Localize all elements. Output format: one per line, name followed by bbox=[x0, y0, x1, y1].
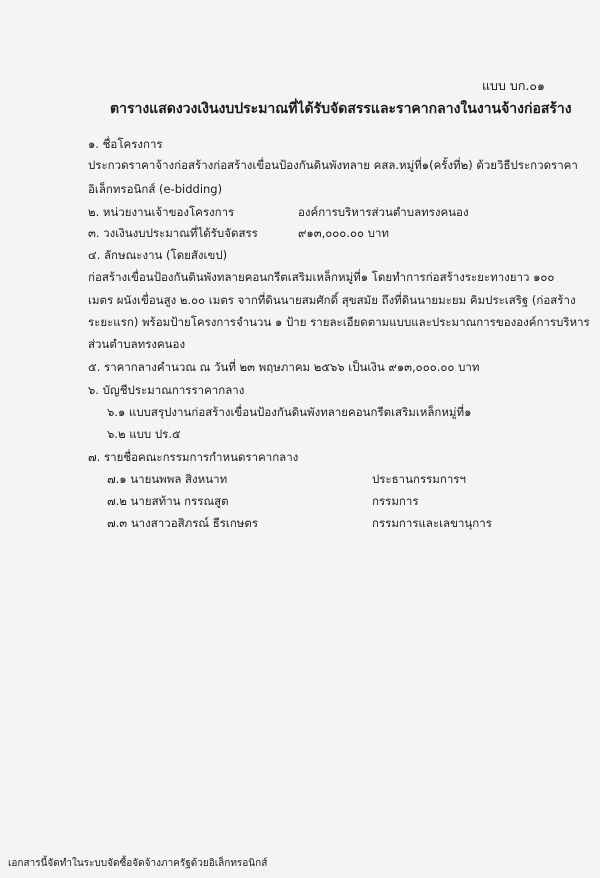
section6-item1: ๖.๑ แบบสรุปงานก่อสร้างเขื่อนป้องกันดินพังทลายคอนกรีตเสริมเหล็กหมู่ที่๑ bbox=[107, 405, 472, 419]
section7-heading: ๗. รายชื่อคณะกรรมการกำหนดราคากลาง bbox=[88, 450, 299, 464]
section3-value: ๙๑๓,๐๐๐.๐๐ บาท bbox=[298, 226, 389, 240]
section1-heading: ๑. ชื่อโครงการ bbox=[88, 137, 163, 151]
committee-member-role: กรรมการ bbox=[372, 494, 419, 508]
section4-line2: เมตร ผนังเขื่อนสูง ๒.๐๐ เมตร จากที่ดินนายสมศักดิ์ สุขสมัย ถึงที่ดินนายมะยม คิมประเสริฐ (ก่อสร้าง bbox=[88, 293, 576, 307]
section6-heading: ๖. บัญชีประมาณการราคากลาง bbox=[88, 383, 245, 397]
section3-label: ๓. วงเงินงบประมาณที่ได้รับจัดสรร bbox=[88, 226, 258, 240]
section1-line2: อิเล็กทรอนิกส์ (e-bidding) bbox=[88, 182, 223, 196]
section4-line1: ก่อสร้างเขื่อนป้องกันดินพังทลายคอนกรีตเสริมเหล็กหมู่ที่๑ โดยทำการก่อสร้างระยะทางยาว ๑๐๐ bbox=[88, 270, 555, 284]
committee-member-name: ๗.๑ นายนพพล สิงหนาท bbox=[107, 472, 228, 486]
committee-member-role: ประธานกรรมการฯ bbox=[372, 472, 466, 486]
section4-heading: ๔. ลักษณะงาน (โดยสังเขป) bbox=[88, 248, 228, 262]
committee-member-name: ๗.๓ นางสาวอสิภรณ์ ธีรเกษตร bbox=[107, 516, 259, 530]
form-code: แบบ บก.๐๑ bbox=[482, 78, 545, 93]
page-title: ตารางแสดงวงเงินงบประมาณที่ได้รับจัดสรรและราคากลางในงานจ้างก่อสร้าง bbox=[110, 101, 572, 117]
section2-label: ๒. หน่วยงานเจ้าของโครงการ bbox=[88, 205, 235, 219]
committee-member-role: กรรมการและเลขานุการ bbox=[372, 516, 492, 530]
section4-line4: ส่วนตำบลทรงคนอง bbox=[88, 337, 186, 351]
section5-text: ๕. ราคากลางคำนวณ ณ วันที่ ๒๓ พฤษภาคม ๒๕๖๖ เป็นเงิน ๙๑๓,๐๐๐.๐๐ บาท bbox=[88, 360, 480, 374]
section4-line3: ระยะแรก) พร้อมป้ายโครงการจำนวน ๑ ป้าย รายละเอียดตามแบบและประมาณการขององค์การบริหาร bbox=[88, 315, 590, 329]
section2-value: องค์การบริหารส่วนตำบลทรงคนอง bbox=[298, 205, 469, 219]
section6-item2: ๖.๒ แบบ ปร.๕ bbox=[107, 427, 181, 441]
footer-note: เอกสารนี้จัดทำในระบบจัดซื้อจัดจ้างภาครัฐด้วยอิเล็กทรอนิกส์ bbox=[8, 858, 268, 869]
section1-line1: ประกวดราคาจ้างก่อสร้างก่อสร้างเขื่อนป้องกันดินพังทลาย คสล.หมู่ที่๑(ครั้งที่๒) ด้วยวิธีประกวดราคา bbox=[88, 158, 578, 172]
committee-member-name: ๗.๒ นายสท้าน กรรณสูต bbox=[107, 494, 229, 508]
